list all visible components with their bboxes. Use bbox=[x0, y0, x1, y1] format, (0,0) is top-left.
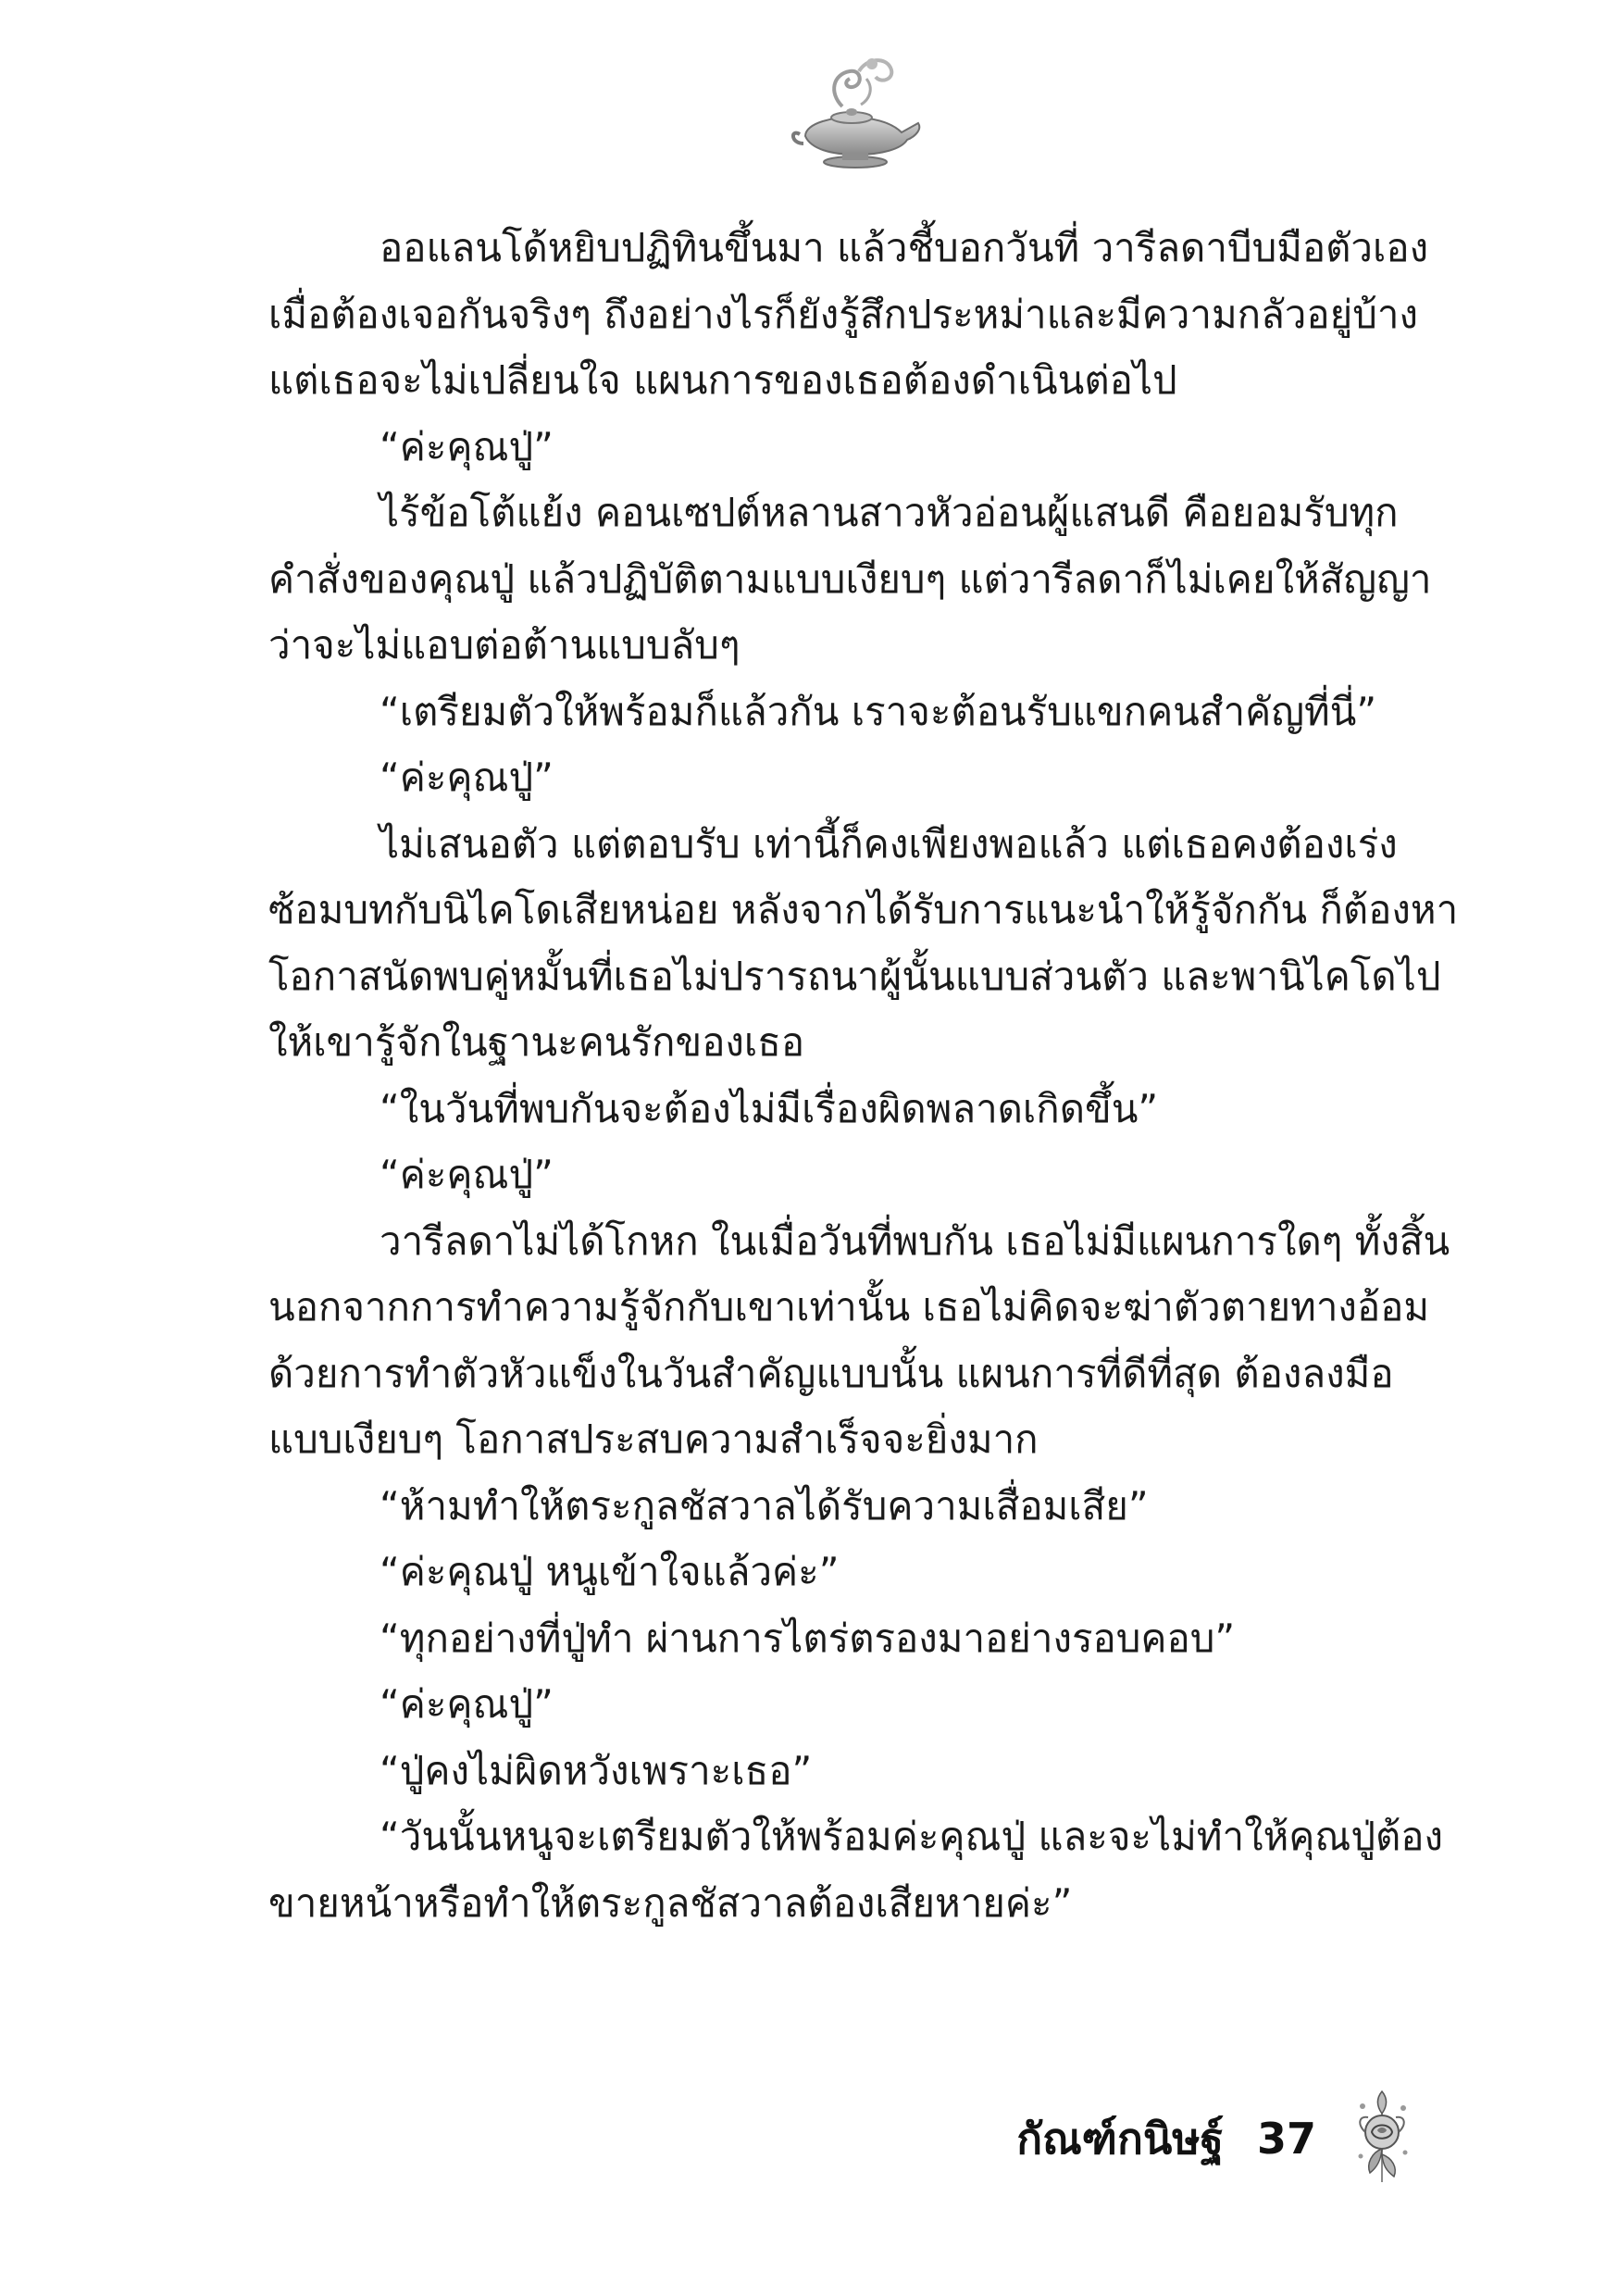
paragraph-line: ซ้อมบทกับนิไคโดเสียหน่อย หลังจากได้รับการแนะนำให้รู้จักกัน ก็ต้องหา bbox=[268, 887, 1459, 932]
paragraph-line: โอกาสนัดพบคู่หมั้นที่เธอไม่ปรารถนาผู้นั้นแบบส่วนตัว และพานิไคโดไป bbox=[268, 953, 1441, 999]
paragraph-first-line: “ค่ะคุณปู่” bbox=[380, 1152, 554, 1197]
genie-lamp-icon bbox=[778, 51, 926, 171]
paragraph-first-line: “ค่ะคุณปู่” bbox=[380, 1681, 554, 1727]
book-title: กัณฑ์กนิษฐ์ bbox=[1016, 2113, 1224, 2164]
paragraph-line: คำสั่งของคุณปู่ แล้วปฏิบัติตามแบบเงียบๆ แต่วารีลดาก็ไม่เคยให้สัญญา bbox=[268, 555, 1432, 602]
page-number: 37 bbox=[1256, 2114, 1316, 2164]
paragraph-first-line: ไม่เสนอตัว แต่ตอบรับ เท่านี้ก็คงเพียงพอแล้ว แต่เธอคงต้องเร่ง bbox=[380, 820, 1398, 867]
paragraph-first-line: “ในวันที่พบกันจะต้องไม่มีเรื่องผิดพลาดเกิดขึ้น” bbox=[380, 1085, 1159, 1131]
rose-ornament-icon bbox=[1350, 2088, 1414, 2190]
paragraph-first-line: “วันนั้นหนูจะเตรียมตัวให้พร้อมค่ะคุณปู่ และจะไม่ทำให้คุณปู่ต้อง bbox=[380, 1814, 1443, 1859]
paragraph-first-line: “ค่ะคุณปู่ หนูเข้าใจแล้วค่ะ” bbox=[380, 1549, 840, 1594]
paragraph-line: ให้เขารู้จักในฐานะคนรักของเธอ bbox=[268, 1019, 805, 1065]
body-text bbox=[268, 215, 1462, 1936]
paragraph-first-line: ออแลนโด้หยิบปฏิทินขึ้นมา แล้วชี้บอกวันที่ วารีลดาบีบมือตัวเอง bbox=[380, 225, 1429, 270]
paragraph-line: ขายหน้าหรือทำให้ตระกูลชัสวาลต้องเสียหายค่ะ” bbox=[268, 1879, 1073, 1926]
paragraph-first-line: วารีลดาไม่ได้โกหก ในเมื่อวันที่พบกัน เธอไม่มีแผนการใดๆ ทั้งสิ้น bbox=[380, 1217, 1450, 1264]
paragraph-first-line: “ปู่คงไม่ผิดหวังเพราะเธอ” bbox=[380, 1747, 813, 1793]
paragraph-line: ด้วยการทำตัวหัวแข็งในวันสำคัญแบบนั้น แผนการที่ดีที่สุด ต้องลงมือ bbox=[268, 1350, 1394, 1396]
paragraph-line: แต่เธอจะไม่เปลี่ยนใจ แผนการของเธอต้องดำเนินต่อไป bbox=[268, 357, 1177, 403]
paragraph-line: แบบเงียบๆ โอกาสประสบความสำเร็จจะยิ่งมาก bbox=[268, 1416, 1039, 1462]
paragraph-first-line: ไร้ข้อโต้แย้ง คอนเซปต์หลานสาวหัวอ่อนผู้แสนดี คือยอมรับทุก bbox=[380, 490, 1399, 535]
paragraph-line: นอกจากการทำความรู้จักกับเขาเท่านั้น เธอไม่คิดจะฆ่าตัวตายทางอ้อม bbox=[268, 1284, 1430, 1329]
paragraph-line: ว่าจะไม่แอบต่อต้านแบบลับๆ bbox=[268, 622, 741, 668]
paragraph-first-line: “ห้ามทำให้ตระกูลชัสวาลได้รับความเสื่อมเสีย” bbox=[380, 1482, 1149, 1529]
paragraph-first-line: “ทุกอย่างที่ปู่ทำ ผ่านการไตร่ตรองมาอย่างรอบคอบ” bbox=[380, 1615, 1236, 1661]
paragraph-line: เมื่อต้องเจอกันจริงๆ ถึงอย่างไรก็ยังรู้สึกประหม่าและมีความกลัวอยู่บ้าง bbox=[268, 291, 1418, 337]
paragraph-first-line: “เตรียมตัวให้พร้อมก็แล้วกัน เราจะต้อนรับแขกคนสำคัญที่นี่” bbox=[380, 688, 1377, 734]
page-footer bbox=[1016, 2088, 1414, 2190]
paragraph-first-line: “ค่ะคุณปู่” bbox=[380, 423, 554, 469]
paragraph-first-line: “ค่ะคุณปู่” bbox=[380, 755, 554, 800]
